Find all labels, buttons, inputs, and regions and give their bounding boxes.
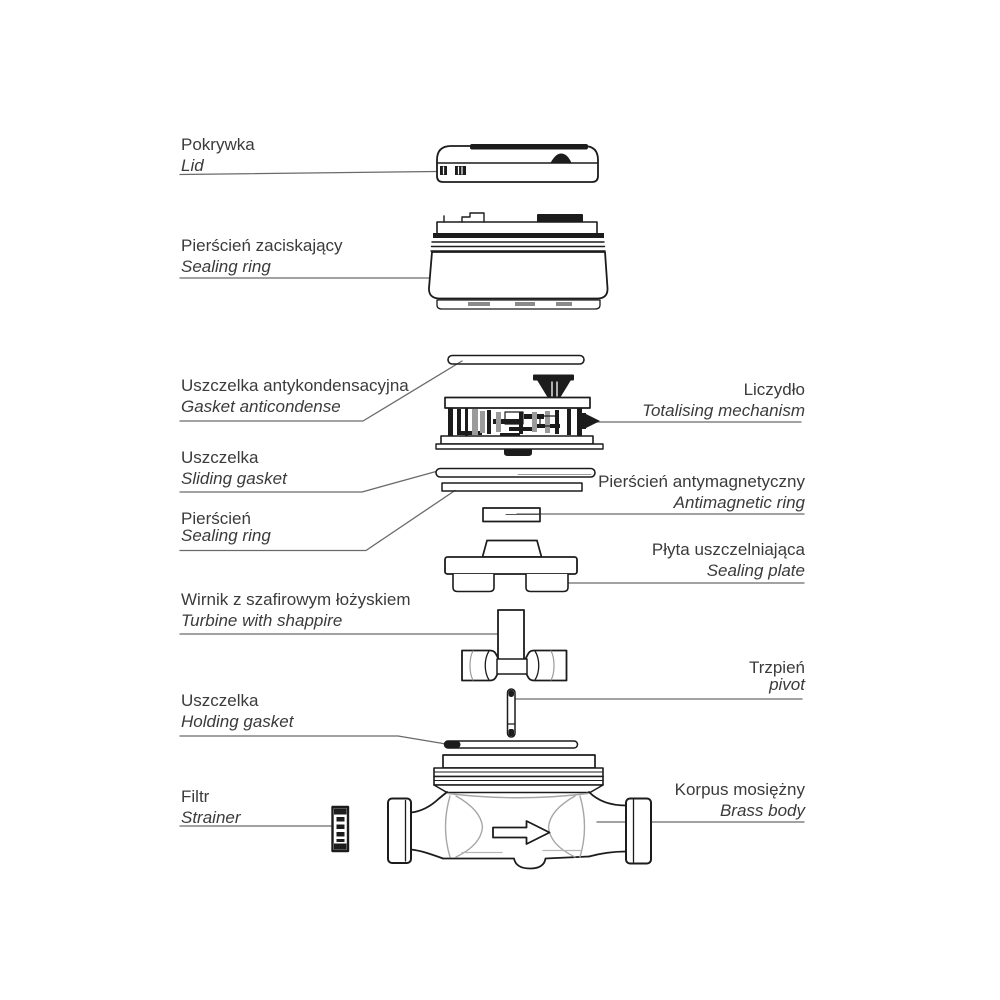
flow-arrow: [493, 821, 550, 844]
label-sealing-ring-mid-pl: Pierścień: [181, 509, 251, 528]
label-strainer: [181, 786, 241, 828]
label-sealing-plate: [652, 539, 805, 581]
label-totalising-mechanism: [642, 379, 805, 421]
turbine-drawing: [462, 610, 567, 681]
label-strainer-pl: Filtr: [181, 787, 210, 806]
label-turbine-pl: Wirnik z szafirowym łożyskiem: [181, 590, 411, 609]
label-turbine: [181, 589, 411, 631]
label-totalising-mechanism-pl: Liczydło: [743, 380, 805, 399]
label-sliding-gasket: [181, 447, 287, 489]
label-antimagnetic-ring-pl: Pierścień antymagnetyczny: [598, 472, 805, 491]
sealing-ring-mid-drawing: [442, 483, 582, 491]
label-gasket-anticondense-pl: Uszczelka antykondensacyjna: [181, 376, 409, 395]
brass-body-drawing: [388, 755, 651, 869]
label-lid-en: Lid: [181, 156, 204, 175]
label-sealing-ring-mid: [181, 510, 271, 544]
label-pivot-en: pivot: [769, 675, 805, 694]
label-pivot: [749, 659, 805, 693]
label-gasket-anticondense-en: Gasket anticondense: [181, 397, 341, 416]
label-antimagnetic-ring-en: Antimagnetic ring: [673, 493, 805, 512]
label-antimagnetic-ring: [598, 471, 805, 513]
label-sealing-ring-top-en: Sealing ring: [181, 257, 271, 276]
clamping-ring-drawing: [429, 213, 608, 309]
label-gasket-anticondense: [181, 375, 409, 417]
totalising-mechanism-drawing: [436, 375, 603, 457]
label-turbine-en: Turbine with shappire: [181, 611, 343, 630]
antimagnetic-ring-drawing: [483, 508, 540, 522]
label-totalising-mechanism-en: Totalising mechanism: [642, 401, 805, 420]
label-holding-gasket: [181, 690, 293, 732]
label-strainer-en: Strainer: [181, 808, 241, 827]
label-sealing-ring-top-pl: Pierścień zaciskający: [181, 236, 343, 255]
pivot-drawing: [508, 689, 516, 737]
label-lid: [181, 134, 255, 176]
lid-drawing: [437, 144, 598, 182]
label-brass-body-pl: Korpus mosiężny: [674, 780, 805, 799]
sliding-gasket-drawing: [436, 469, 595, 478]
label-pivot-pl: Trzpień: [748, 658, 805, 677]
gasket-anticondense-drawing: [448, 356, 584, 365]
strainer-drawing: [333, 807, 349, 851]
label-holding-gasket-pl: Uszczelka: [181, 691, 259, 710]
label-sealing-ring-top: [181, 235, 343, 277]
label-holding-gasket-en: Holding gasket: [181, 712, 294, 731]
label-sealing-plate-pl: Płyta uszczelniająca: [651, 540, 805, 559]
label-sliding-gasket-en: Sliding gasket: [181, 469, 287, 488]
label-sliding-gasket-pl: Uszczelka: [181, 448, 259, 467]
label-brass-body-en: Brass body: [719, 801, 805, 820]
label-sealing-ring-mid-en: Sealing ring: [181, 526, 271, 545]
label-brass-body: [675, 779, 805, 821]
label-sealing-plate-en: Sealing plate: [706, 561, 805, 580]
holding-gasket-drawing: [445, 741, 578, 748]
sealing-plate-drawing: [445, 541, 577, 592]
label-lid-pl: Pokrywka: [181, 135, 255, 154]
